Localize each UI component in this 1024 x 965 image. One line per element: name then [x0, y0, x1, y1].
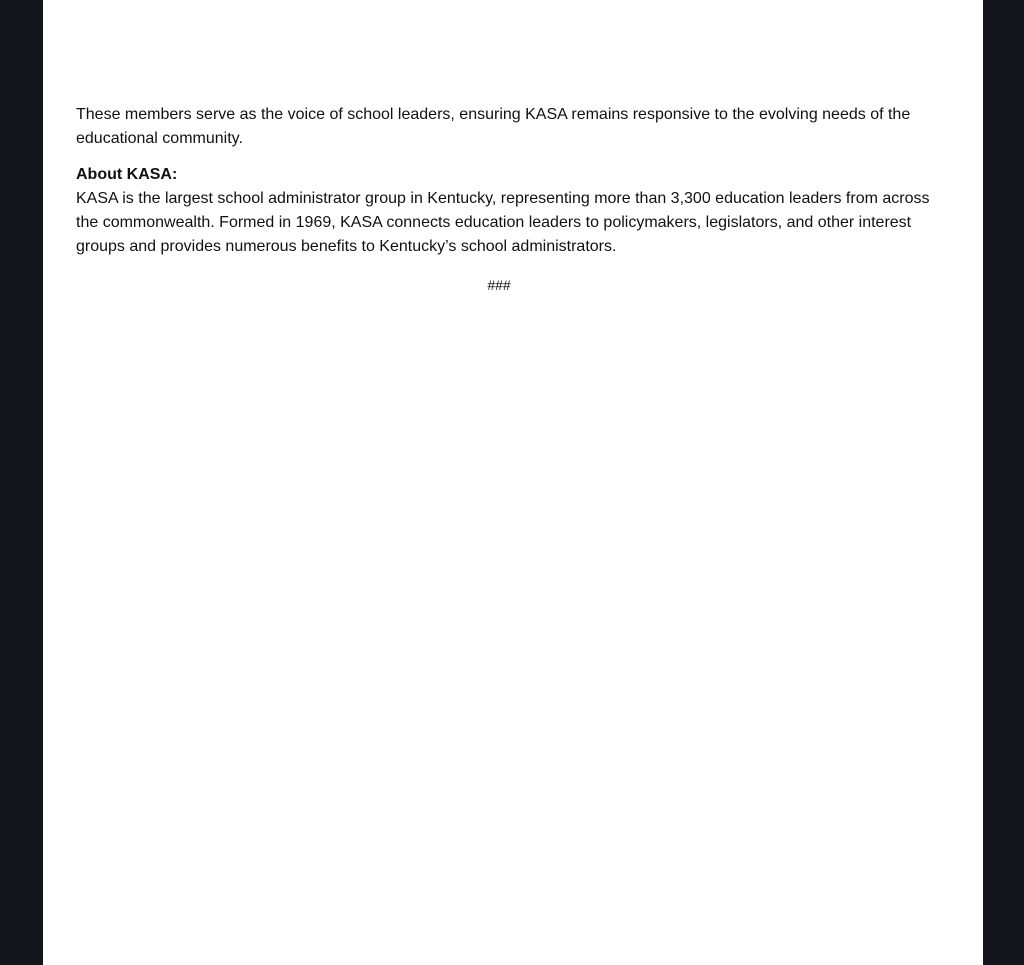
end-mark: ###: [487, 277, 511, 293]
page-content: [76, 103, 936, 297]
about-paragraph: KASA is the largest school administrator group in Kentucky, representing more than 3,300 education leaders from across the commonwealth. Formed in 1969, KASA connects education leaders to policymakers, legislators, and other interest groups and provides numerous benefits to Kentucky’s school administrators.: [76, 190, 930, 255]
about-heading: About KASA:: [76, 166, 178, 183]
document-page: [43, 0, 983, 965]
intro-paragraph: These members serve as the voice of school leaders, ensuring KASA remains responsive to the evolving needs of the educational community.: [76, 106, 911, 147]
